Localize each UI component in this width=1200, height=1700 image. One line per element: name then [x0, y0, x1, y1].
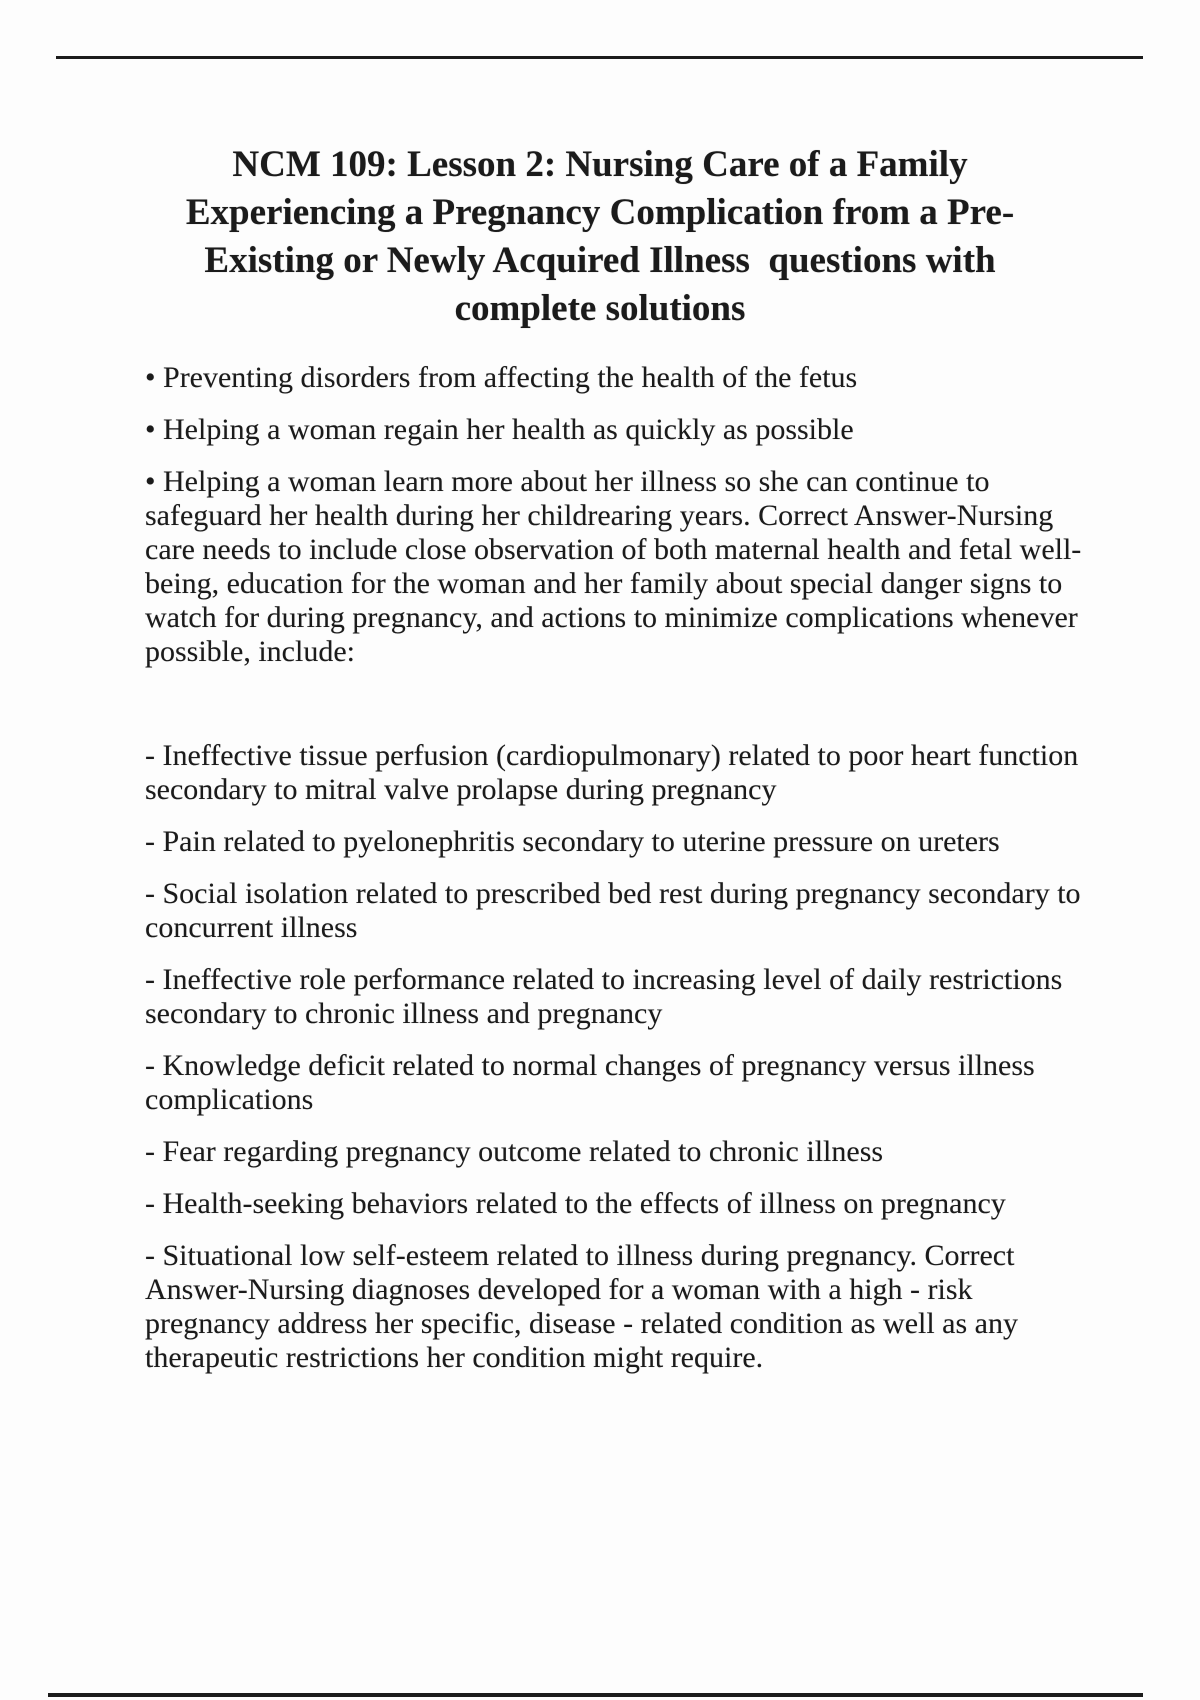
title-line-1: NCM 109: Lesson 2: Nursing Care of a Family	[232, 144, 968, 185]
paragraph: • Helping a woman regain her health as quickly as possible	[145, 413, 854, 446]
paragraph: - Ineffective tissue perfusion (cardiopulmonary) related to poor heart function secondary to mitral valve prolapse during pregnancy	[145, 739, 1079, 806]
paragraph: - Knowledge deficit related to normal changes of pregnancy versus illness complications	[145, 1049, 1035, 1116]
paragraph: • Helping a woman learn more about her illness so she can continue to safeguard her health during her childrearing years. Correct Answer-Nursing care needs to include close observation of both maternal health and fetal well-being, education for the woman and her family about special danger signs to watch for during pregnancy, and actions to minimize complications whenever possible, include:	[145, 465, 1082, 668]
document-body	[145, 361, 1085, 1393]
title-line-4: complete solutions	[454, 288, 746, 329]
document-title	[0, 141, 1200, 333]
paragraph: • Preventing disorders from affecting the health of the fetus	[145, 361, 858, 394]
bottom-rule	[48, 1693, 1143, 1697]
paragraph: - Health-seeking behaviors related to the effects of illness on pregnancy	[145, 1187, 1006, 1220]
paragraph: - Social isolation related to prescribed bed rest during pregnancy secondary to concurrent illness	[145, 877, 1081, 944]
paragraph: - Situational low self-esteem related to illness during pregnancy. Correct Answer-Nursing diagnoses developed for a woman with a high - risk pregnancy address her specific, disease - related condition as well as any therapeutic restrictions her condition might require.	[145, 1239, 1018, 1374]
title-line-2: Experiencing a Pregnancy Complication from a Pre-	[185, 192, 1015, 233]
title-line-3: Existing or Newly Acquired Illness questions with	[204, 240, 996, 281]
paragraph: - Ineffective role performance related to increasing level of daily restrictions secondary to chronic illness and pregnancy	[145, 963, 1063, 1030]
paragraph: - Pain related to pyelonephritis secondary to uterine pressure on ureters	[145, 825, 1000, 858]
paragraph: - Fear regarding pregnancy outcome related to chronic illness	[145, 1135, 884, 1168]
top-rule	[56, 56, 1143, 59]
